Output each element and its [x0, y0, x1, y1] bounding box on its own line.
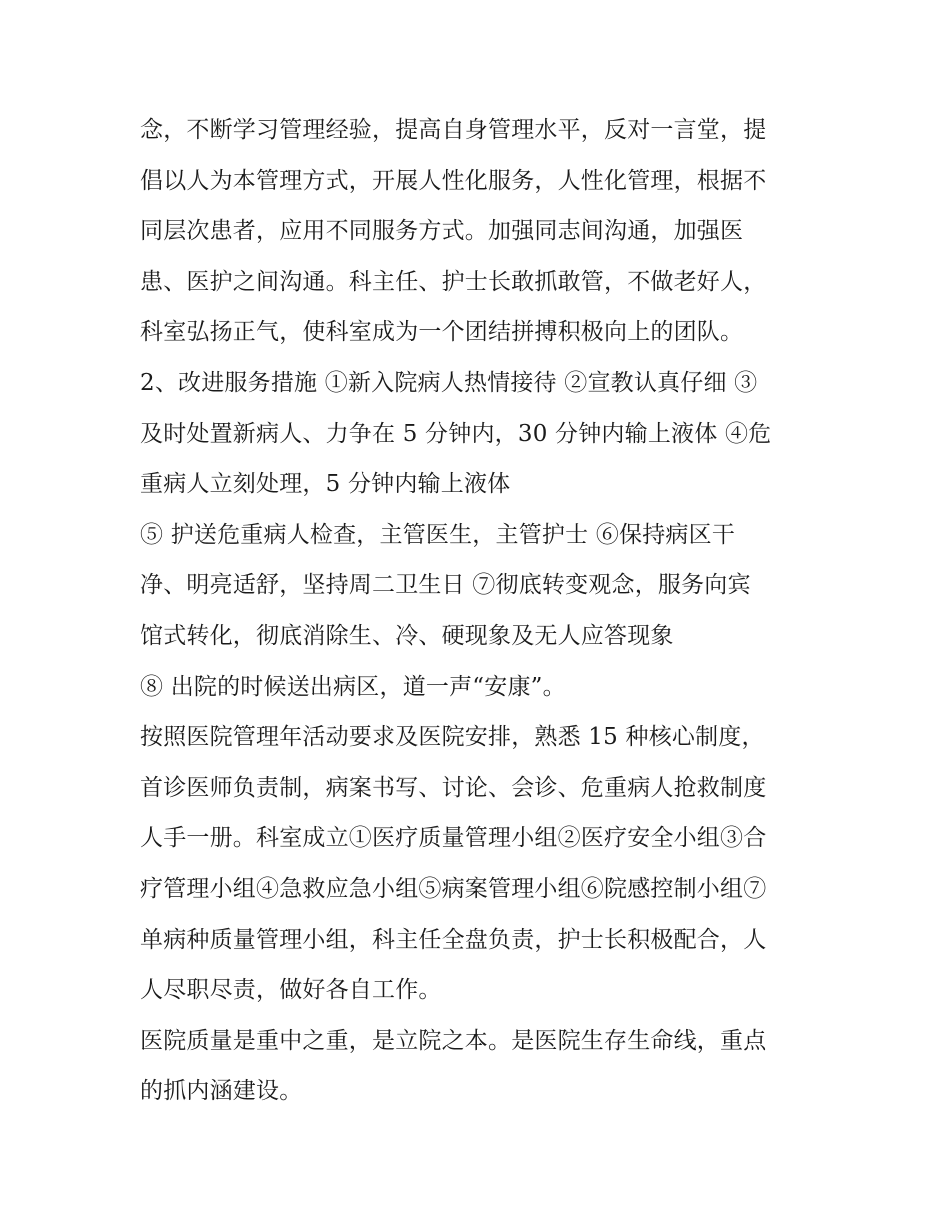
text-line: 倡以人为本管理方式，开展人性化服务，人性化管理，根据不: [140, 167, 767, 194]
text-line: 念，不断学习管理经验，提高自身管理水平，反对一言堂，提: [140, 117, 767, 143]
text-line: 医院质量是重中之重，是立院之本。是医院生存生命线，重点: [140, 1027, 767, 1054]
text-line: 的抓内涵建设。: [140, 1078, 303, 1105]
text-line: 科室弘扬正气，使科室成为一个团结拼搏积极向上的团队。: [140, 319, 744, 346]
text-line: 疗管理小组④急救应急小组⑤病案管理小组⑥院感控制小组⑦: [140, 875, 767, 902]
text-line: 人手一册。科室成立①医疗质量管理小组②医疗安全小组③合: [140, 825, 767, 852]
text-line: 及时处置新病人、力争在 5 分钟内，30 分钟内输上液体 ④危: [140, 420, 772, 447]
text-line: 单病种质量管理小组，科主任全盘负责，护士长积极配合，人: [140, 926, 767, 953]
text-line: 净、明亮适舒，坚持周二卫生日 ⑦彻底转变观念，服务向宾: [140, 572, 751, 599]
text-line: 2、改进服务措施 ①新入院病人热情接待 ②宣教认真仔细 ③: [140, 369, 758, 396]
text-line: 按照医院管理年活动要求及医院安排，熟悉 15 种核心制度，: [140, 724, 765, 751]
text-line: 馆式转化，彻底消除生、冷、硬现象及无人应答现象: [140, 622, 674, 649]
text-line: 同层次患者，应用不同服务方式。加强同志间沟通，加强医: [140, 218, 744, 245]
text-line: ⑤ 护送危重病人检查，主管医生，主管护士 ⑥保持病区干: [140, 521, 736, 548]
text-line: 患、医护之间沟通。科主任、护士长敢抓敢管，不做老好人，: [140, 268, 767, 295]
text-line: 人尽职尽责，做好各自工作。: [140, 977, 442, 1004]
body-text: [140, 105, 830, 1117]
text-line: 重病人立刻处理，5 分钟内输上液体: [140, 471, 511, 498]
text-line: 首诊医师负责制，病案书写、讨论、会诊、危重病人抢救制度: [140, 774, 767, 801]
text-line: ⑧ 出院的时候送出病区，道一声“安康”。: [140, 673, 566, 700]
